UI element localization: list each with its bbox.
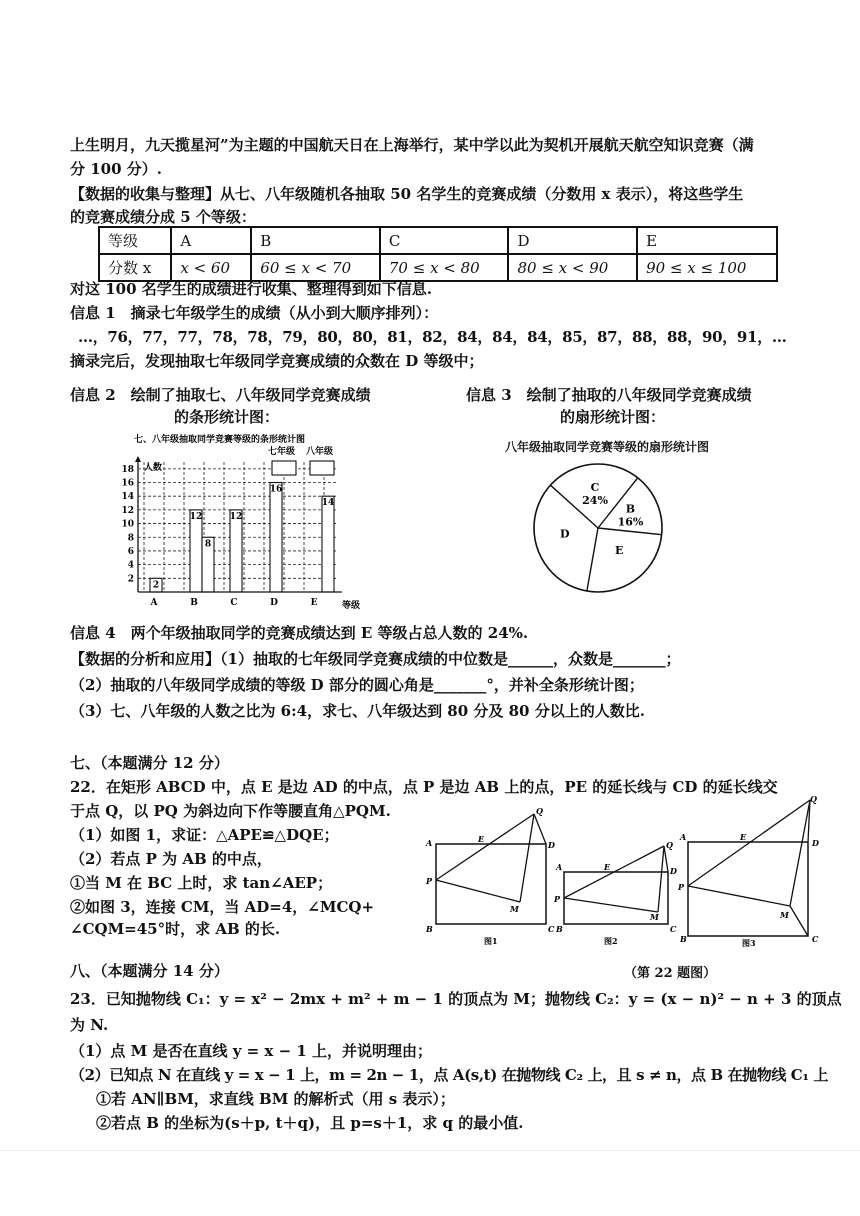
point-label: B — [556, 924, 563, 934]
intro-line-1: 上生明月，九天揽星河”为主题的中国航天日在上海举行，某中学以此为契机开展航天航空知识竞赛（满 — [70, 136, 754, 154]
pie-chart — [530, 462, 670, 594]
table-cell: 70 ≤ x < 80 — [380, 254, 509, 281]
chart-title: 七、八年级抽取同学竞赛等级的条形统计图 — [134, 435, 306, 445]
point-label: M — [780, 910, 789, 920]
pie-chart-title: 八年级抽取同学竞赛等级的扇形统计图 — [505, 440, 710, 454]
figure-1-caption: 图1 — [484, 936, 498, 946]
point-label: D — [548, 840, 555, 850]
q22-part-2a: ①当 M 在 BC 上时，求 tan∠AEP； — [70, 874, 333, 892]
bar-value-label: 8 — [204, 539, 212, 550]
grade-table — [98, 226, 778, 282]
y-tick-label: 8 — [127, 533, 134, 544]
q22-part-2: （2）若点 P 为 AB 的中点， — [70, 850, 272, 868]
legend-label: 七年级 — [268, 447, 296, 457]
y-tick-label: 2 — [127, 574, 134, 585]
y-axis-arrow — [135, 456, 141, 462]
bar — [270, 483, 282, 592]
table-cell: B — [251, 227, 380, 254]
point-label: P — [678, 882, 685, 892]
point-label: A — [556, 862, 563, 872]
y-tick-label: 4 — [127, 560, 134, 571]
figure-3 — [676, 794, 826, 950]
point-label: C — [812, 934, 819, 944]
bar-chart — [120, 432, 380, 612]
grade-table-score-row — [99, 254, 777, 281]
analysis-q2: （2）抽取的八年级同学成绩的等级 D 部分的圆心角是_______°，并补全条形统计图； — [70, 676, 644, 694]
q22-part-1: （1）如图 1，求证：△APE≌△DQE； — [70, 826, 339, 844]
legend-swatch — [272, 461, 296, 475]
chart-legend — [268, 445, 334, 475]
q23-part-2a: ①若 AN∥BM，求直线 BM 的解析式（用 s 表示）； — [96, 1090, 455, 1108]
legend-swatch — [310, 461, 334, 475]
point-label: B — [426, 924, 433, 934]
pie-slice-label: C — [590, 480, 600, 494]
intro-line-4: 的竞赛成绩分成 5 个等级： — [70, 208, 256, 226]
table-cell: 等级 — [99, 227, 171, 254]
x-tick-label: B — [190, 598, 198, 608]
point-label: E — [604, 862, 611, 872]
table-cell: C — [380, 227, 509, 254]
y-tick-label: 16 — [121, 478, 134, 489]
x-tick-label: E — [310, 598, 318, 608]
figure-group-caption: （第 22 题图） — [624, 966, 717, 981]
info1-title: 信息 1 摘录七年级学生的成绩（从小到大顺序排列）： — [70, 304, 439, 322]
figure-2-caption: 图2 — [604, 936, 618, 946]
q23-line-1: 23．已知抛物线 C₁：y = x² − 2mx + m² + m − 1 的顶点为 M；抛物线 C₂：y = (x − n)² − n + 3 的顶点 — [70, 990, 842, 1008]
point-label: D — [812, 838, 819, 848]
table-cell: 60 ≤ x < 70 — [251, 254, 380, 281]
point-label: M — [650, 912, 659, 922]
point-label: E — [740, 832, 747, 842]
y-tick-label: 18 — [121, 464, 134, 475]
figure-3-caption: 图3 — [742, 938, 756, 948]
table-cell: x < 60 — [171, 254, 251, 281]
q22-line-2: 于点 Q，以 PQ 为斜边向下作等腰直角△PQM. — [70, 802, 391, 820]
pie-slice-value: 16% — [617, 515, 644, 529]
y-tick-label: 14 — [121, 492, 134, 503]
pie-slice-label: B — [625, 502, 636, 516]
point-label: P — [426, 876, 433, 886]
figure-2 — [552, 840, 682, 948]
bar-value-label: 2 — [152, 580, 160, 591]
info1-after: 摘录完后，发现抽取七年级同学竞赛成绩的众数在 D 等级中； — [70, 352, 484, 370]
y-tick-label: 10 — [121, 519, 134, 530]
point-label: D — [670, 866, 677, 876]
q23-line-2: 为 N. — [70, 1016, 109, 1034]
q23-part-2: （2）已知点 N 在直线 y = x − 1 上，m = 2n − 1，点 A(s,t) 在抛物线 C₂ 上，且 s ≠ n，点 B 在抛物线 C₁ 上 — [70, 1066, 828, 1084]
pie-slice-label: E — [614, 544, 624, 558]
info4: 信息 4 两个年级抽取同学的竞赛成绩达到 E 等级占总人数的 24%. — [70, 624, 529, 642]
bar — [190, 510, 202, 592]
point-label: E — [478, 834, 485, 844]
point-label: Q — [666, 840, 673, 850]
bar-value-label: 16 — [269, 484, 283, 495]
q22-part-2b-2: ∠CQM=45°时，求 AB 的长. — [70, 920, 281, 938]
point-label: A — [680, 832, 687, 842]
bar-value-label: 12 — [189, 511, 203, 522]
info-after-table: 对这 100 名学生的成绩进行收集、整理得到如下信息. — [70, 280, 432, 298]
x-tick-label: C — [230, 598, 238, 608]
analysis-q3: （3）七、八年级的人数之比为 6:4，求七、八年级达到 80 分及 80 分以上的人数比. — [70, 702, 645, 720]
bar-value-label: 14 — [321, 498, 335, 509]
intro-line-3: 【数据的收集与整理】从七、八年级随机各抽取 50 名学生的竞赛成绩（分数用 x 表示），将这些学生 — [70, 185, 744, 203]
q22-line-1: 22．在矩形 ABCD 中，点 E 是边 AD 的中点，点 P 是边 AB 上的点，PE 的延长线与 CD 的延长线交 — [70, 778, 778, 796]
table-cell: 分数 x — [99, 254, 171, 281]
x-tick-label: D — [270, 598, 278, 608]
page-bottom-divider — [0, 1150, 860, 1151]
point-label: M — [510, 904, 519, 914]
q22-part-2b-1: ②如图 3，连接 CM，当 AD=4，∠MCQ+ — [70, 898, 375, 916]
info2-title-2: 的条形统计图： — [174, 408, 280, 426]
q23-part-2b: ②若点 B 的坐标为(s＋p, t＋q)，且 p=s＋1，求 q 的最小值. — [96, 1114, 524, 1132]
figure-1 — [420, 806, 563, 948]
bar-value-label: 12 — [229, 511, 243, 522]
x-tick-label: A — [150, 598, 158, 608]
point-label: C — [548, 924, 555, 934]
grade-table-header-row — [99, 227, 777, 254]
pie-slice-label: D — [559, 527, 570, 541]
info3-title-2: 的扇形统计图： — [560, 408, 666, 426]
table-cell: 80 ≤ x < 90 — [508, 254, 637, 281]
point-label: Q — [810, 794, 817, 804]
y-tick-label: 12 — [121, 505, 134, 516]
bar — [230, 510, 242, 592]
x-axis-label: 等级 — [342, 601, 361, 611]
table-cell: D — [508, 227, 637, 254]
analysis-q1: 【数据的分析和应用】（1）抽取的七年级同学竞赛成绩的中位数是______，众数是_______； — [70, 650, 681, 668]
intro-line-2: 分 100 分）. — [70, 160, 162, 178]
pie-slices — [534, 464, 662, 592]
section8-title: 八、（本题满分 14 分） — [70, 962, 229, 980]
point-label: C — [670, 924, 677, 934]
point-label: P — [554, 894, 561, 904]
legend-label: 八年级 — [306, 447, 334, 457]
y-tick-label: 6 — [127, 546, 134, 557]
point-label: B — [680, 934, 687, 944]
info1-data: …，76，77，77，78，78，79，80，80，81，82，84，84，84，85，87，88，88，90，91，… — [78, 328, 787, 346]
table-cell: E — [637, 227, 777, 254]
point-label: Q — [536, 806, 543, 816]
q23-part-1: （1）点 M 是否在直线 y = x − 1 上，并说明理由； — [70, 1042, 433, 1060]
y-axis-label: 人数 — [144, 463, 163, 473]
info2-title-1: 信息 2 绘制了抽取七、八年级同学竞赛成绩 — [70, 386, 371, 404]
section7-title: 七、（本题满分 12 分） — [70, 754, 229, 772]
chart-bars — [150, 483, 334, 592]
bar — [322, 496, 334, 592]
pie-slice-value: 24% — [582, 493, 608, 507]
point-label: A — [426, 838, 433, 848]
table-cell: A — [171, 227, 251, 254]
table-cell: 90 ≤ x ≤ 100 — [637, 254, 777, 281]
info3-title-1: 信息 3 绘制了抽取的八年级同学竞赛成绩 — [466, 386, 752, 404]
